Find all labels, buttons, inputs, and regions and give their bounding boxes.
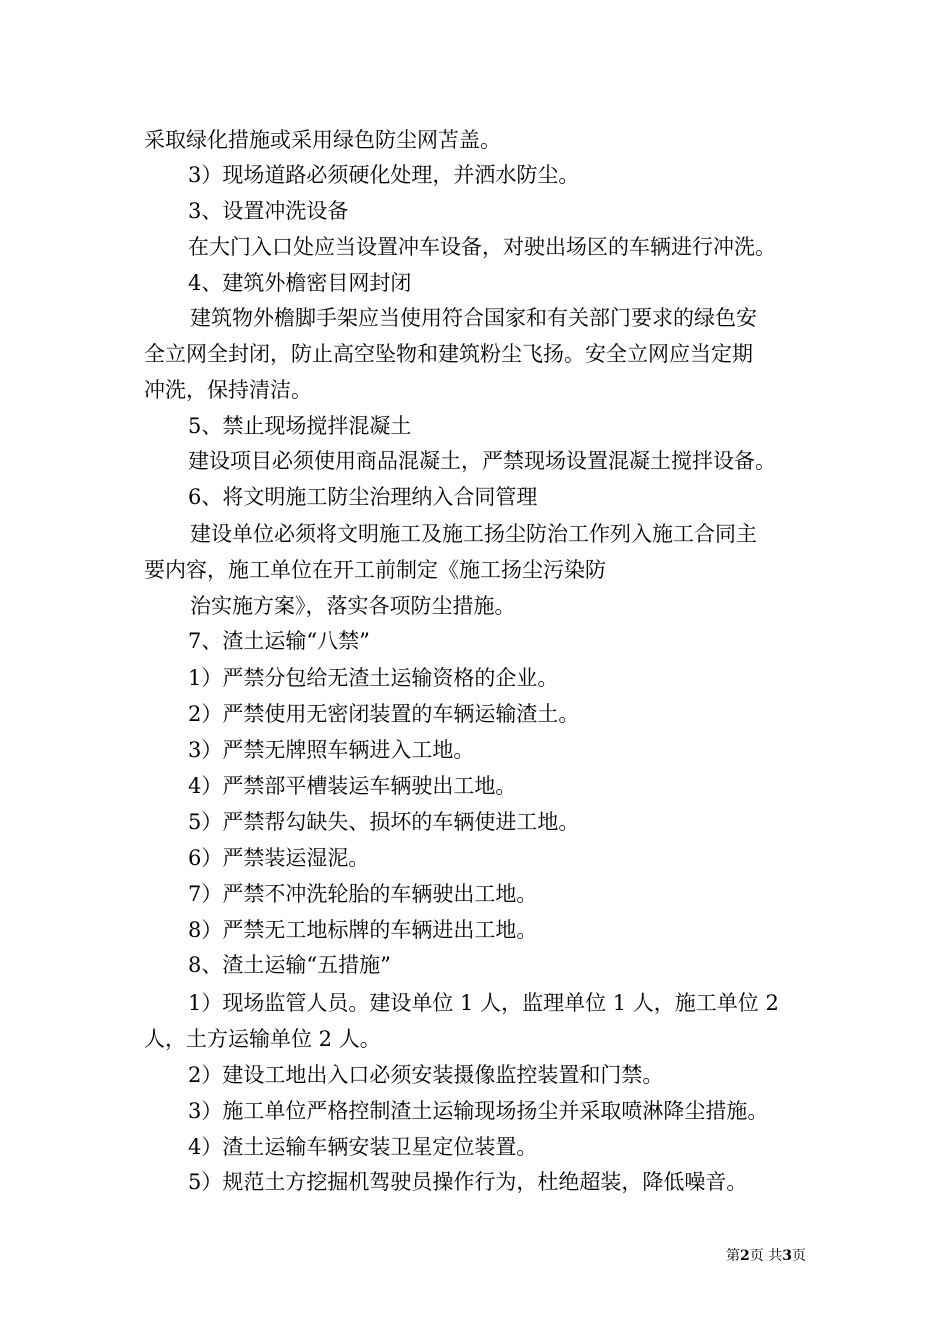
footer-prefix: 第 (726, 1248, 741, 1264)
current-page-number: 2 (740, 1248, 750, 1264)
text-line: 采取绿化措施或采用绿色防尘网苫盖。 (144, 128, 501, 152)
list-item: 1）现场监管人员。建设单位 1 人，监理单位 1 人，施工单位 2 (188, 991, 779, 1015)
list-item: 2）建设工地出入口必须安装摄像监控装置和门禁。 (188, 1063, 664, 1087)
section-heading: 4、建筑外檐密目网封闭 (188, 271, 412, 295)
list-item: 6）严禁装运湿泥。 (188, 846, 370, 870)
list-item: 4）渣土运输车辆安装卫星定位装置。 (188, 1135, 538, 1159)
section-heading: 7、渣土运输“八禁” (188, 629, 370, 653)
list-item: 7）严禁不冲洗轮胎的车辆驶出工地。 (188, 882, 538, 906)
list-item: 5）严禁帮勾缺失、损坏的车辆使进工地。 (188, 810, 580, 834)
text-line: 建设单位必须将文明施工及施工扬尘防治工作列入施工合同主 (190, 522, 757, 546)
section-heading: 6、将文明施工防尘治理纳入合同管理 (188, 485, 538, 509)
section-heading: 8、渣土运输“五措施” (188, 953, 391, 977)
page-footer (726, 1246, 806, 1266)
text-line: 建设项目必须使用商品混凝土，严禁现场设置混凝土搅拌设备。 (188, 449, 776, 473)
total-page-number: 3 (782, 1248, 792, 1264)
list-item: 5）规范土方挖掘机驾驶员操作行为，杜绝超装，降低噪音。 (188, 1170, 748, 1194)
footer-middle: 页 共 (749, 1248, 783, 1264)
text-line: 全立网全封闭，防止高空坠物和建筑粉尘飞扬。安全立网应当定期 (144, 342, 753, 366)
text-line: 要内容，施工单位在开工前制定《施工扬尘污染防 (144, 558, 606, 582)
footer-suffix: 页 (792, 1248, 806, 1264)
list-item: 4）严禁部平槽装运车辆驶出工地。 (188, 774, 517, 798)
section-heading: 5、禁止现场搅拌混凝土 (188, 414, 412, 438)
text-line: 冲洗，保持清洁。 (144, 378, 312, 402)
section-heading: 3、设置冲洗设备 (188, 199, 349, 223)
text-line: 治实施方案》，落实各项防尘措施。 (190, 594, 516, 618)
text-line: 在大门入口处应当设置冲车设备，对驶出场区的车辆进行冲洗。 (188, 235, 776, 259)
list-item: 3）施工单位严格控制渣土运输现场扬尘并采取喷淋降尘措施。 (188, 1099, 769, 1123)
list-item: 1）严禁分包给无渣土运输资格的企业。 (188, 666, 559, 690)
text-line: 建筑物外檐脚手架应当使用符合国家和有关部门要求的绿色安 (190, 306, 757, 330)
list-item: 2）严禁使用无密闭装置的车辆运输渣土。 (188, 702, 580, 726)
list-item: 8）严禁无工地标牌的车辆进出工地。 (188, 918, 538, 942)
list-item: 3）严禁无牌照车辆进入工地。 (188, 738, 475, 762)
text-line: 人，土方运输单位 2 人。 (144, 1027, 381, 1051)
text-line: 3）现场道路必须硬化处理，并洒水防尘。 (188, 163, 580, 187)
